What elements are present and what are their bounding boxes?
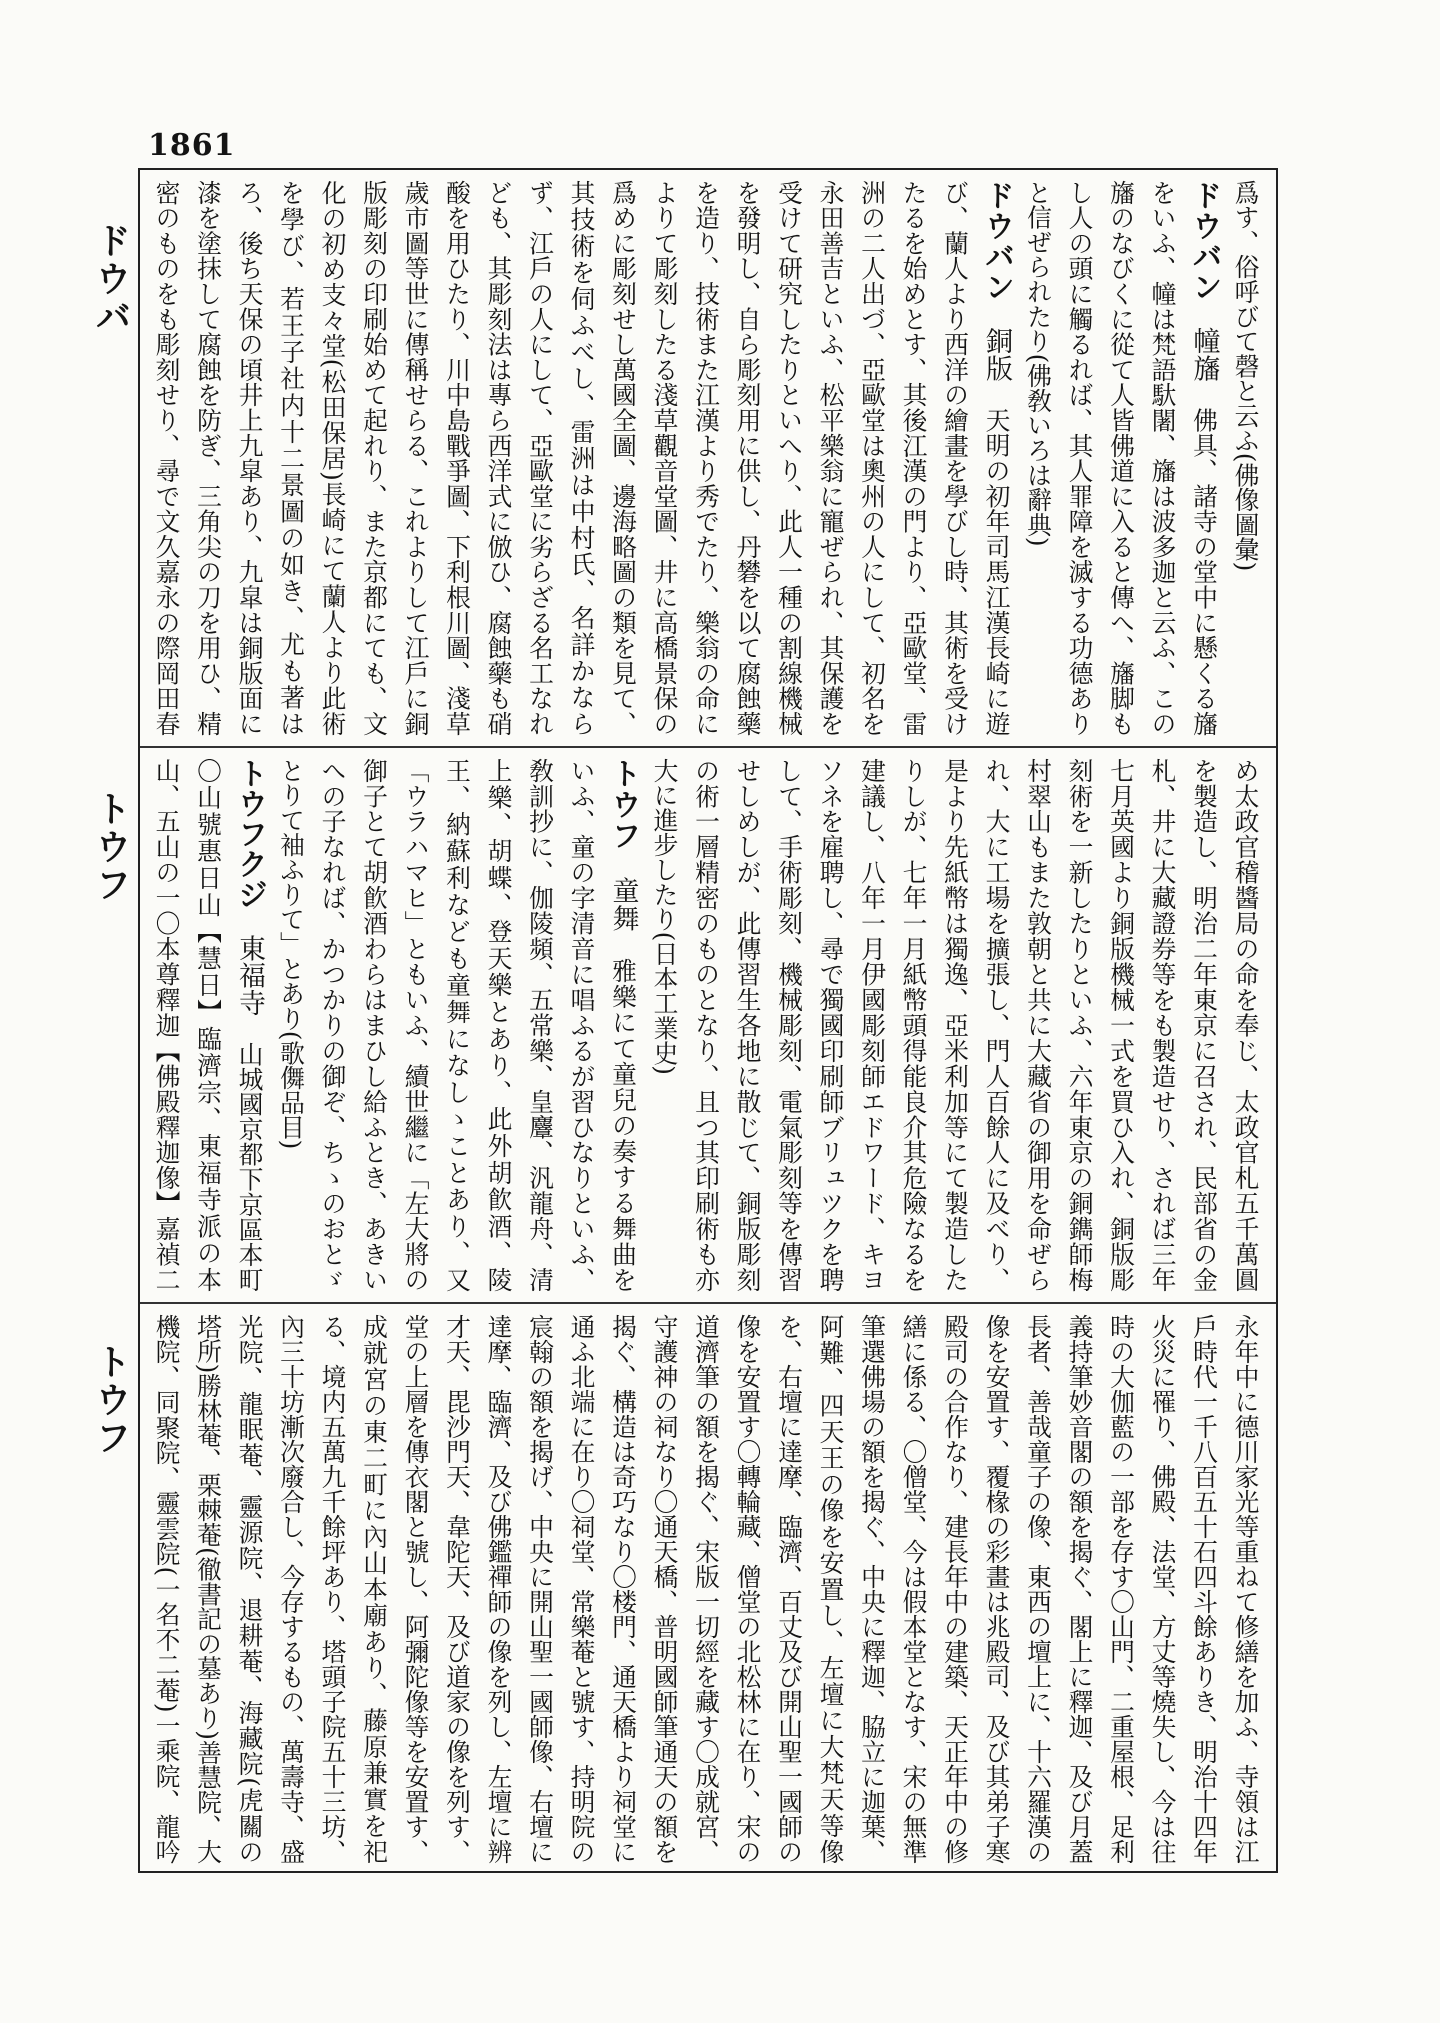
entry-kanji: 東福寺 xyxy=(234,934,265,1017)
entry-kanji: 銅版 xyxy=(981,327,1012,383)
entry-headword: トウフ xyxy=(605,758,641,851)
dictionary-section-bottom xyxy=(150,1314,1266,1864)
index-tab: トウフ xyxy=(90,1343,131,1457)
entry-headword: ドウバン xyxy=(1186,180,1222,302)
section-divider xyxy=(140,746,1276,748)
entry-body: 天明の初年司馬江漢長崎に遊び、蘭人より西洋の繪畫を學びし時、其術を受けたるを始めとす、其後江漢の門より、亞歐堂、雷洲の二人出づ、亞歐堂は奧州の人にして、初名を永田善吉といふ、松平樂翁に寵ぜられ、其保護を受けて研究したりといへり、此人一種の割線機械を發明し、自ら彫刻用に供し、丹礬を以て腐蝕藥を造り、技術また江漢より秀でたり、樂翁の命によりて彫刻したる淺草觀音堂圖、井に高橋景保の爲めに彫刻せし萬國全圖、邊海略圖の類を見て、其技術を伺ふべし、雷洲は中村氏、名詳かならず、江戶の人にして、亞歐堂に劣らざる名工なれども、其彫刻法は專ら西洋式に倣ひ、腐蝕藥も硝酸を用ひたり、川中島戰爭圖、下利根川圖、淺草歲市圖等世に傳稱せらる、これよりして江戶に銅版彫刻の印刷始めて起れり、また京都にても、文化の初め支々堂(松田保居)長崎にて蘭人より此術を學び、若王子社内十二景圖の如き、尤も著はろ、後ち天保の頃井上九皐あり、九皐は銅版面に漆を塗抹して腐蝕を防ぎ、三角尖の刀を用ひ、精密のものをも彫刻せり、尋で文久嘉永の際岡田春 xyxy=(152,180,1011,736)
entry-headword: ドウバン xyxy=(979,180,1014,302)
entry-dowban-2 xyxy=(150,180,1017,736)
section-divider xyxy=(140,1302,1276,1304)
entry-body: 雅樂にて童兒の奏する舞曲をいふ、童の字清音に唱ふるが習ひなりといふ、敎訓抄に、伽陵頻、五常樂、皇麞、汎龍舟、清上樂、胡蝶、登天樂とあり、此外胡飮酒、陵王、納蘇利なども童舞になしゝことあり、又「ウラハマヒ」ともいふ、續世繼に「左大將の御子とて胡飮酒わらはまひし給ふとき、あきいへの子なれば、かつかりの御ぞ、ちゝのおとゞとりて袖ふりて」とあり(歌儛品目) xyxy=(276,758,638,1292)
continuation-text: め太政官稽醬局の命を奉じ、太政官札五千萬圓を製造し、明治二年東京に召され、民部省の金札、井に大藏證券等をも製造せり、されば三年七月英國より銅版機械一式を買ひ入れ、銅版彫刻術を一新したりといふ、六年東京の銅鐫師梅村翠山もまた敦朝と共に大藏省の御用を命ぜられ、大に工場を擴張し、門人百餘人に及べり、是より先紙幣は獨逸、亞米利加等にて製造したりしが、七年一月紙幣頭得能良介其危險なるを建議し、八年一月伊國彫刻師エドワード、キヨソネを雇聘し、尋で獨國印刷師ブリュツクを聘して、手術彫刻、機械彫刻、電氣彫刻等を傳習せしめしが、此傳習生各地に散じて、銅版彫刻の術一層精密のものとなり、且つ其印刷術も亦大に進步したり(日本工業史) xyxy=(650,758,1260,1292)
entry-toufu xyxy=(270,758,644,1292)
index-tab: トウフ xyxy=(90,790,131,904)
dictionary-section-middle xyxy=(150,758,1266,1292)
entry-dowban-1 xyxy=(1017,180,1225,736)
continuation-text: 永年中に德川家光等重ねて修繕を加ふ、寺領は江戶時代一千八百五十石四斗餘ありき、明治十四年火災に罹り、佛殿、法堂、方丈等燒失し、今は往時の大伽藍の一部を存す〇山門、二重屋根、足利義持筆妙音閣の額を揭ぐ、閣上に釋迦、及び月蓋長者、善哉童子の像、東西の壇上に、十六羅漢の像を安置す、覆椽の彩畫は兆殿司、及び其弟子寒殿司の合作なり、建長年中の建築、天正年中の修繕に係る、〇僧堂、今は假本堂となす、宋の無準筆選佛場の額を揭ぐ、中央に釋迦、脇立に迦葉、阿難、四天王の像を安置し、左壇に大梵天等像を、右壇に達摩、臨濟、百丈及び開山聖一國師の像を安置す〇轉輪藏、僧堂の北松林に在り、宋の道濟筆の額を揭ぐ、宋版一切經を藏す〇成就宮、守護神の祠なり〇通天橋、普明國師筆通天の額を揭ぐ、構造は奇巧なり〇楼門、通天橋より祠堂に通ふ北端に在り〇祠堂、常樂菴と號す、持明院の宸翰の額を揭げ、中央に開山聖一國師像、右壇に達摩、臨濟、及び佛鑑禪師の像を列し、左壇に辨才天、毘沙門天、韋陀天、及び道家の像を列す、堂の上層を傳衣閣と號し、阿彌陀像等を安置す、成就宮の東二町に內山本廟あり、藤原兼實を祀る、境内五萬九千餘坪あり、塔頭子院五十三坊、內三十坊漸次廢合し、今存するもの、萬壽寺、盛光院、龍眠菴、靈源院、退耕菴、海藏院(虎關の塔所)勝林菴、栗棘菴(徹書記の墓あり)善慧院、大機院、同聚院、靈雲院(一名不二菴)一乘院、龍吟 xyxy=(152,1314,1260,1864)
index-tab: ドウバ xyxy=(90,222,131,336)
entry-kanji: 幢旛 xyxy=(1188,327,1220,383)
entry-toufukuji xyxy=(150,758,270,1292)
entry-body: 佛具、諸寺の堂中に懸くる旛をいふ、幢は梵語馱闍、旛は波多迦と云ふ、この旛のなびくに從て人皆佛道に入ると傳へ、旛脚もし人の頭に觸るれば、其人罪障を滅する功德ありと信ぜられたり(佛敎いろは辭典) xyxy=(1023,180,1219,736)
entry-body: 山城國京都下京區本町〇山號惠日山【慧日】臨濟宗、東福寺派の本山、五山の一〇本尊釋迦【佛殿釋迦像】嘉禎二 xyxy=(152,758,264,1292)
continuation-text: 爲す、俗呼びて磬と云ふ(佛像圖彙) xyxy=(1231,180,1260,572)
entry-kanji: 童舞 xyxy=(607,876,639,933)
entry-headword: トウフクジ xyxy=(232,758,267,910)
dictionary-section-top xyxy=(150,180,1266,736)
page-number: 1861 xyxy=(148,128,236,163)
